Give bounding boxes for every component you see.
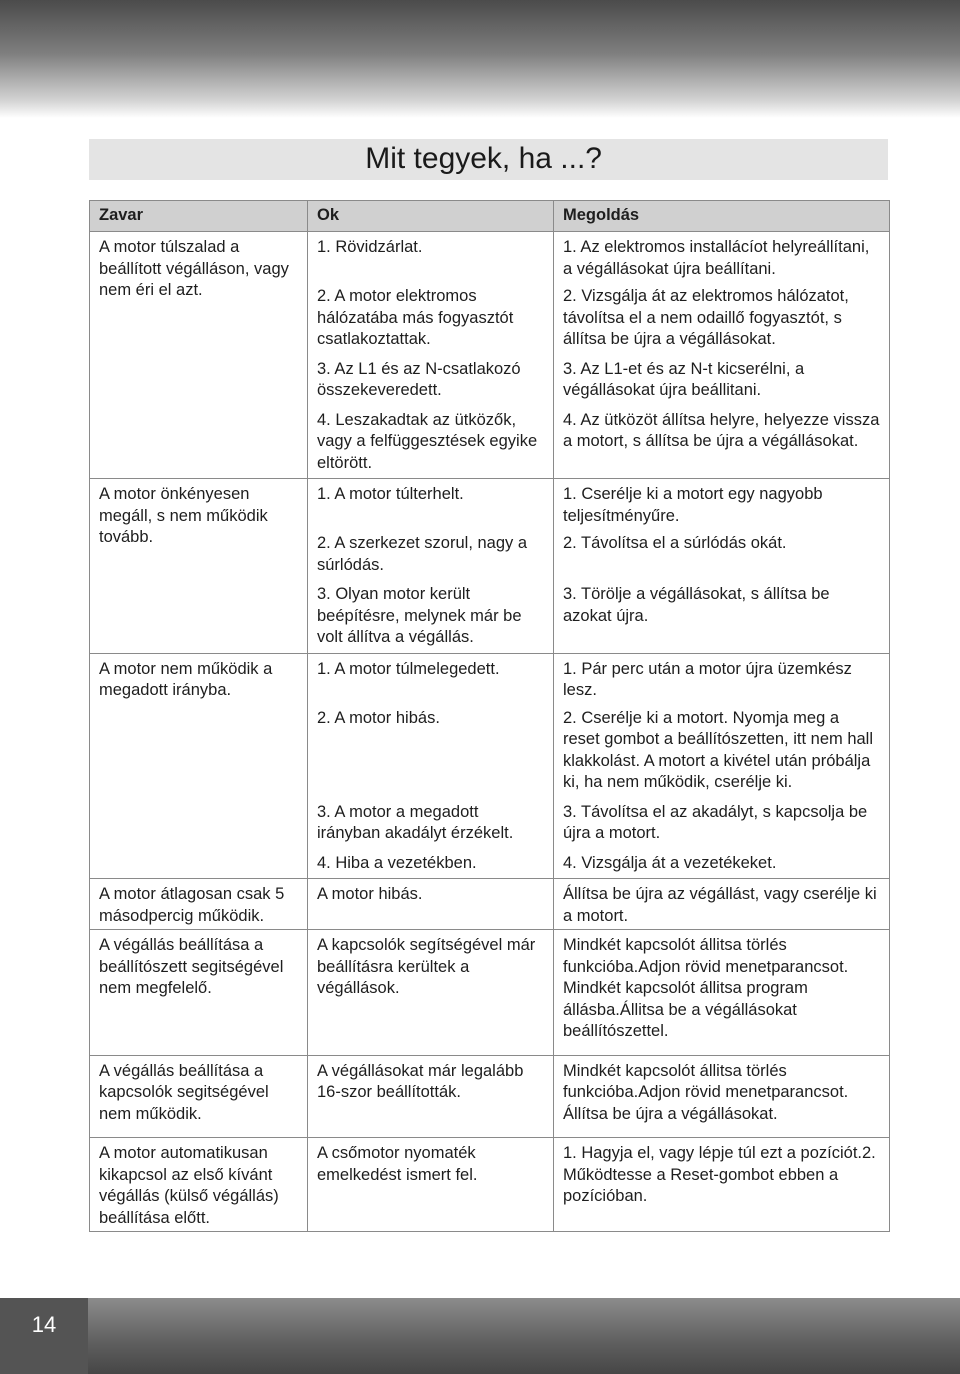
ok-cell: 3. A motor a megadott irányban akadályt érzékelt. — [308, 798, 554, 849]
ok-cell: 4. Leszakadtak az ütközők, vagy a felfüggesztések egyike eltörött. — [308, 406, 554, 479]
zavar-cell: A végállás beállítása a beállítószett segitségével nem megfelelő. — [90, 930, 308, 1056]
ok-cell: 1. Rövidzárlat. — [308, 232, 554, 283]
zavar-cell: A motor önkényesen megáll, s nem működik tovább. — [90, 479, 308, 654]
zavar-cell: A motor túlszalad a beállított végálláson, vagy nem éri el azt. — [90, 232, 308, 479]
ok-cell: 2. A szerkezet szorul, nagy a súrlódás. — [308, 529, 554, 580]
megoldas-cell: 2. Vizsgálja át az elektromos hálózatot, távolítsa el a nem odaillő fogyasztót, s állítsa be újra a végállásokat. — [554, 282, 890, 355]
troubleshooting-table — [89, 200, 890, 1232]
ok-cell: 2. A motor elektromos hálózatába más fogyasztót csatlakoztattak. — [308, 282, 554, 355]
ok-cell: 1. A motor túlterhelt. — [308, 479, 554, 530]
ok-cell: 3. Az L1 és az N-csatlakozó összekeveredett. — [308, 355, 554, 406]
megoldas-cell: 1. Hagyja el, vagy lépje túl ezt a pozíciót.2. Működtesse a Reset-gombot ebben a pozícióban. — [554, 1138, 890, 1232]
table-row — [90, 479, 890, 530]
table-row — [90, 1055, 890, 1138]
header-ok: Ok — [308, 201, 554, 232]
megoldas-cell: 1. Pár perc után a motor újra üzemkész lesz. — [554, 653, 890, 704]
zavar-cell: A motor nem működik a megadott irányba. — [90, 653, 308, 879]
megoldas-cell: Állítsa be újra az végállást, vagy cserélje ki a motort. — [554, 879, 890, 930]
title-bar — [89, 139, 888, 180]
footer-band — [0, 1298, 960, 1374]
megoldas-cell: 4. Az ütközöt állítsa helyre, helyezze vissza a motort, s állítsa be újra a végállásokat. — [554, 406, 890, 479]
header-band — [0, 0, 960, 118]
ok-cell: 3. Olyan motor került beépítésre, melynek már be volt állítva a végállás. — [308, 580, 554, 653]
header-megoldas: Megoldás — [554, 201, 890, 232]
ok-cell: A csőmotor nyomaték emelkedést ismert fel. — [308, 1138, 554, 1232]
megoldas-cell: 2. Távolítsa el a súrlódás okát. — [554, 529, 890, 580]
table-row — [90, 1138, 890, 1232]
megoldas-cell: 2. Cserélje ki a motort. Nyomja meg a reset gombot a beállítószetten, itt nem hall klakkolást. A motort a kivétel után próbálja ki, ha nem működik, cserélje ki. — [554, 704, 890, 798]
ok-cell: A kapcsolók segítségével már beállításra kerültek a végállások. — [308, 930, 554, 1056]
page-number: 14 — [31, 1312, 57, 1337]
megoldas-cell: 3. Törölje a végállásokat, s állítsa be azokat újra. — [554, 580, 890, 653]
megoldas-cell: 3. Az L1-et és az N-t kicserélni, a végállásokat újra beállitani. — [554, 355, 890, 406]
zavar-cell: A motor átlagosan csak 5 másodpercig működik. — [90, 879, 308, 930]
zavar-cell: A motor automatikusan kikapcsol az első kívánt végállás (külső végállás) beállítása előtt. — [90, 1138, 308, 1232]
page-title: Mit tegyek, ha ...? — [365, 142, 602, 175]
zavar-cell: A végállás beállítása a kapcsolók segitségével nem működik. — [90, 1055, 308, 1138]
ok-cell: 1. A motor túlmelegedett. — [308, 653, 554, 704]
megoldas-cell: Mindkét kapcsolót állitsa törlés funkcióba.Adjon rövid menetparancsot. Állítsa be újra a végállásokat. — [554, 1055, 890, 1138]
table-row — [90, 653, 890, 704]
megoldas-cell: Mindkét kapcsolót állitsa törlés funkcióba.Adjon rövid menetparancsot. Mindkét kapcsolót állitsa program állásba.Állitsa be a végállásokat beállítószettel. — [554, 930, 890, 1056]
table-header-row — [90, 201, 890, 232]
megoldas-cell: 1. Cserélje ki a motort egy nagyobb teljesítményűre. — [554, 479, 890, 530]
ok-cell: A végállásokat már legalább 16-szor beállították. — [308, 1055, 554, 1138]
ok-cell: A motor hibás. — [308, 879, 554, 930]
ok-cell: 2. A motor hibás. — [308, 704, 554, 798]
header-zavar: Zavar — [90, 201, 308, 232]
megoldas-cell: 1. Az elektromos installácíot helyreállítani, a végállásokat újra beállítani. — [554, 232, 890, 283]
megoldas-cell: 4. Vizsgálja át a vezetékeket. — [554, 849, 890, 879]
ok-cell: 4. Hiba a vezetékben. — [308, 849, 554, 879]
megoldas-cell: 3. Távolítsa el az akadályt, s kapcsolja be újra a motort. — [554, 798, 890, 849]
table-row — [90, 232, 890, 283]
table-row — [90, 930, 890, 1056]
table-row — [90, 879, 890, 930]
